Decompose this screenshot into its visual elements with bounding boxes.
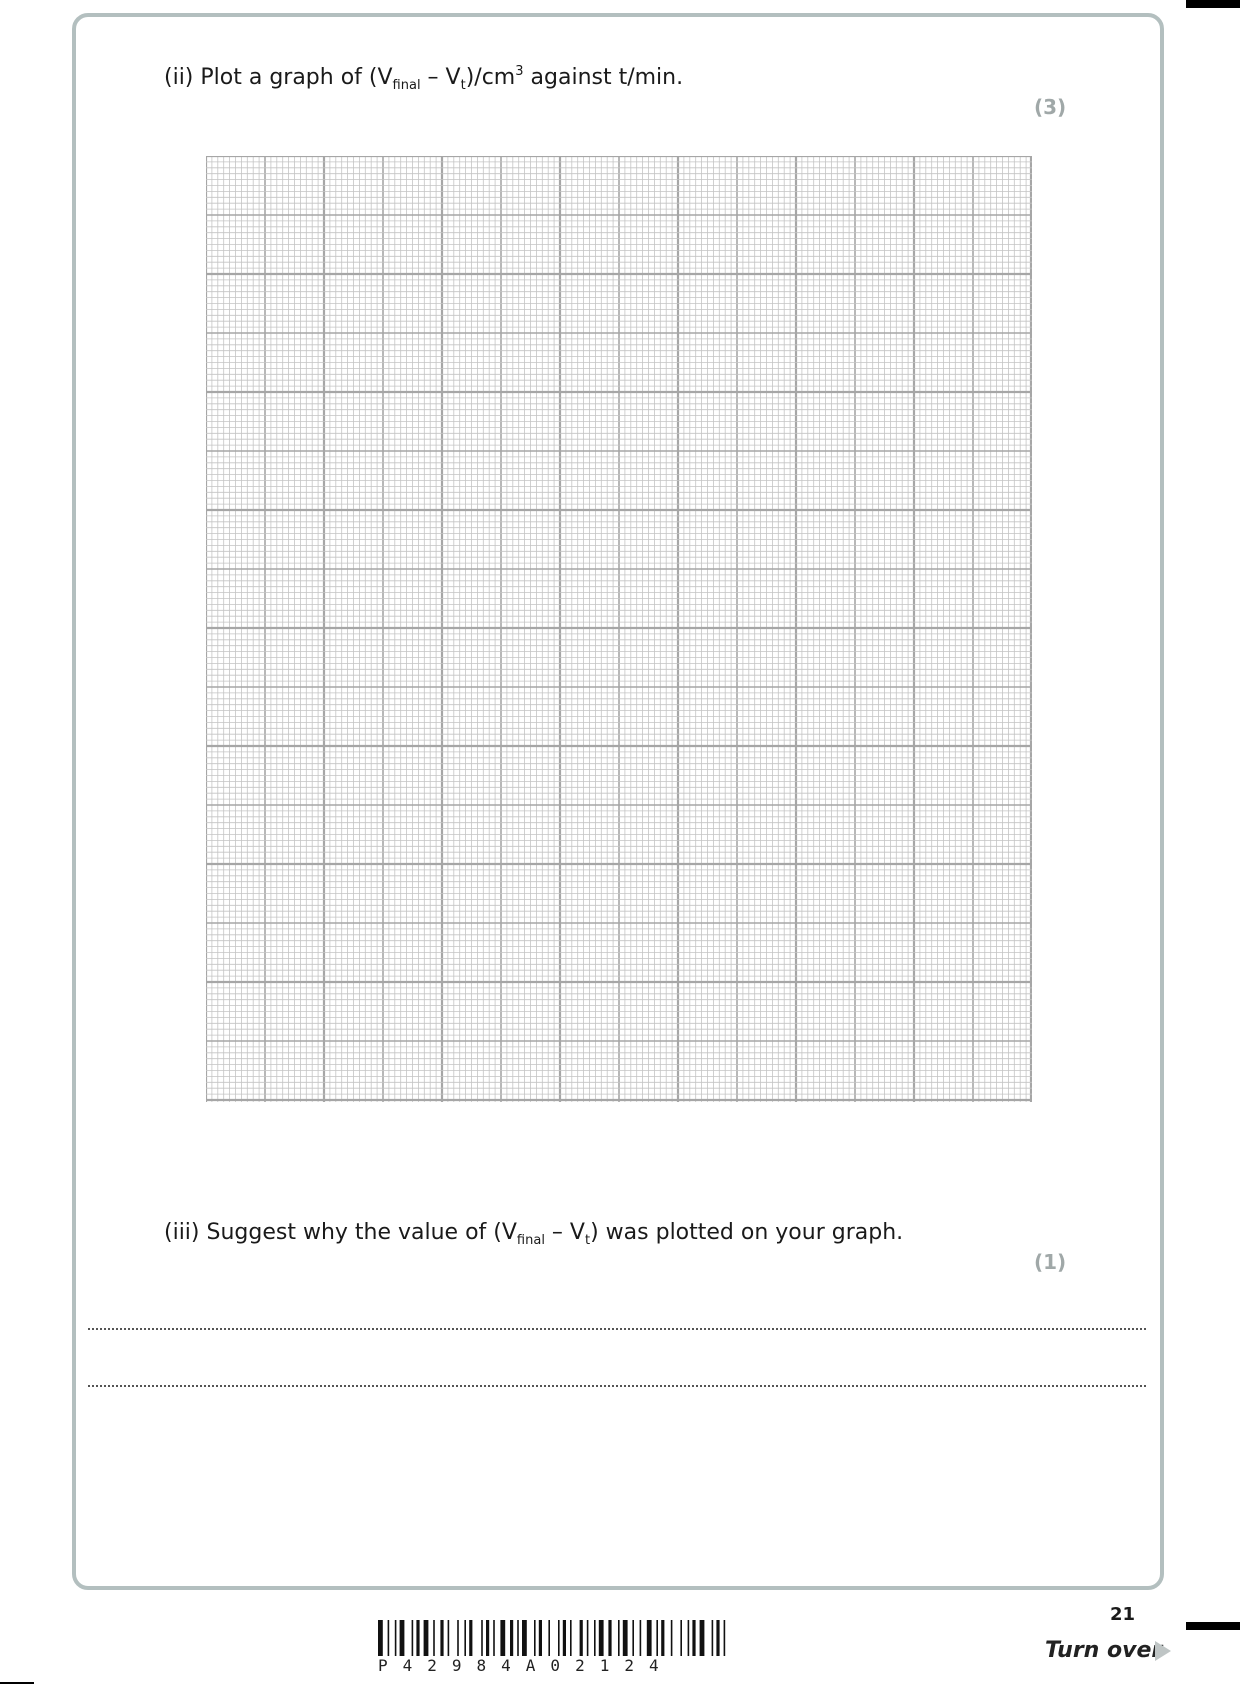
barcode-bar	[608, 1620, 611, 1656]
barcode-bar	[671, 1620, 673, 1656]
barcode-bar	[688, 1620, 690, 1656]
barcode-bar	[623, 1620, 628, 1656]
barcode-bar	[493, 1620, 495, 1656]
barcode-bar	[712, 1620, 714, 1656]
barcode-bar	[724, 1620, 726, 1656]
corner-mark	[0, 1682, 34, 1684]
barcode-bar	[534, 1620, 536, 1656]
page-number: 21	[1110, 1604, 1136, 1625]
barcode-bar	[580, 1620, 583, 1656]
barcode-bar	[416, 1620, 419, 1656]
barcode-bar	[400, 1620, 405, 1656]
barcode-bar	[647, 1620, 652, 1656]
barcode-bar	[388, 1620, 390, 1656]
barcode-bar	[558, 1620, 560, 1656]
registration-mark-top	[1186, 0, 1240, 8]
barcode-text: P42984A02124	[378, 1656, 674, 1675]
barcode-bar	[510, 1620, 513, 1656]
barcode-bar	[378, 1620, 383, 1656]
barcode-bar	[700, 1620, 705, 1656]
barcode	[378, 1620, 860, 1656]
barcode-bar	[599, 1620, 604, 1656]
barcode-bar	[563, 1620, 566, 1656]
question-iii-marks: (1)	[1034, 1250, 1067, 1274]
barcode-bar	[539, 1620, 542, 1656]
barcode-bar	[661, 1620, 664, 1656]
barcode-bar	[464, 1620, 466, 1656]
answer-line-2[interactable]	[88, 1385, 1146, 1387]
barcode-bar	[457, 1620, 459, 1656]
barcode-bar	[656, 1620, 658, 1656]
registration-mark-bottom	[1186, 1622, 1240, 1630]
barcode-bar	[500, 1620, 505, 1656]
barcode-bar	[587, 1620, 589, 1656]
graph-paper-grid[interactable]	[206, 156, 1032, 1102]
barcode-bar	[486, 1620, 489, 1656]
barcode-bar	[395, 1620, 397, 1656]
barcode-bar	[692, 1620, 695, 1656]
barcode-bar	[640, 1620, 642, 1656]
question-ii-text: (ii) Plot a graph of $(V_{final} - V_t)/cm^3$ against t/min.	[164, 64, 684, 93]
barcode-bar	[594, 1620, 596, 1656]
barcode-bar	[680, 1620, 682, 1656]
barcode-bar	[412, 1620, 414, 1656]
turn-over-label: Turn over	[1045, 1638, 1163, 1663]
barcode-bar	[716, 1620, 719, 1656]
barcode-bar	[440, 1620, 443, 1656]
barcode-bar	[570, 1620, 572, 1656]
barcode-bar	[632, 1620, 634, 1656]
question-ii-marks: (3)	[1034, 95, 1067, 119]
turn-over-arrow-icon	[1155, 1641, 1171, 1661]
question-iii-text: (iii) Suggest why the value of $(V_{final} - V_t)$ was plotted on your graph.	[164, 1220, 904, 1248]
barcode-bar	[548, 1620, 550, 1656]
barcode-bar	[424, 1620, 429, 1656]
barcode-bar	[469, 1620, 472, 1656]
barcode-bar	[433, 1620, 435, 1656]
barcode-bar	[618, 1620, 620, 1656]
barcode-bar	[517, 1620, 519, 1656]
barcode-bar	[522, 1620, 527, 1656]
answer-line-1[interactable]	[88, 1328, 1146, 1330]
barcode-bar	[481, 1620, 483, 1656]
barcode-bar	[448, 1620, 450, 1656]
